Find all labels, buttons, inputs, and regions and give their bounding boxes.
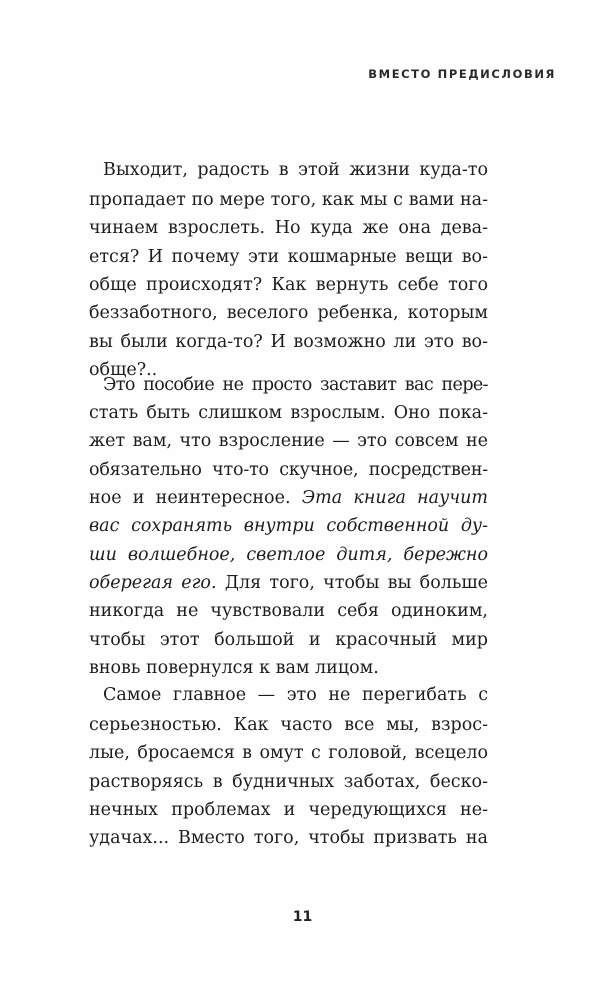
page-number: 11 bbox=[292, 909, 313, 925]
paragraph-2-line-5 bbox=[89, 486, 488, 511]
paragraph-3-line-4: растворяясь в будничных заботах, беско- bbox=[89, 772, 488, 792]
plain-text: ное и неинтересное. bbox=[89, 488, 291, 508]
running-head: ВМЕСТО ПРЕДИСЛОВИЯ bbox=[368, 67, 556, 81]
paragraph-2-line-9: никогда не чувствовали себя одиноким, bbox=[89, 601, 488, 621]
paragraph-1-line-5: обще происходят? Как вернуть себе того bbox=[89, 275, 488, 295]
paragraph-3-line-3: лые, бросаемся в омут с головой, всецело bbox=[89, 743, 488, 763]
paragraph-2-line-11: вновь повернулся к вам лицом. bbox=[89, 658, 379, 678]
paragraph-3-line-2: серьезностью. Как часто все мы, взрос- bbox=[89, 715, 488, 735]
paragraph-1-line-8: обще?.. bbox=[89, 360, 158, 380]
paragraph-1-line-3: чинаем взрослеть. Но куда же она дева- bbox=[89, 218, 488, 238]
paragraph-3-line-6: удачах... Вместо того, чтобы призвать на bbox=[89, 828, 488, 848]
italic-text: Эта книга научит bbox=[301, 488, 488, 508]
italic-text: оберегая его. bbox=[89, 573, 217, 593]
paragraph-2-line-4: обязательно что-то скучное, посредствен- bbox=[89, 460, 488, 480]
paragraph-3-line-5: нечных проблемах и чередующихся не- bbox=[89, 800, 488, 820]
paragraph-2-line-7: ши волшебное, светлое дитя, бережно bbox=[89, 545, 488, 565]
paragraph-2-line-1: Это пособие не просто заставит вас пере- bbox=[103, 375, 488, 395]
paragraph-1-line-6: беззаботного, веселого ребенка, которым bbox=[89, 303, 488, 323]
paragraph-1-line-7: вы были когда-то? И возможно ли это во- bbox=[89, 332, 488, 352]
paragraph-1-line-2: пропадает по мере того, как мы с вами на- bbox=[89, 190, 488, 210]
paragraph-2-line-10: чтобы этот большой и красочный мир bbox=[89, 630, 488, 650]
plain-text: Для того, чтобы вы больше bbox=[224, 573, 488, 593]
paragraph-3-line-1: Самое главное — это не перегибать с bbox=[103, 685, 488, 705]
paragraph-2-line-8 bbox=[89, 571, 488, 596]
paragraph-2-line-2: стать быть слишком взрослым. Оно пока- bbox=[89, 403, 488, 423]
paragraph-2-line-3: жет вам, что взросление — это совсем не bbox=[89, 431, 488, 451]
paragraph-2-line-6: вас сохранять внутри собственной ду- bbox=[89, 516, 488, 536]
paragraph-1-line-4: ется? И почему эти кошмарные вещи во- bbox=[89, 247, 488, 267]
paragraph-1-line-1: Выходит, радость в этой жизни куда-то bbox=[103, 160, 488, 180]
